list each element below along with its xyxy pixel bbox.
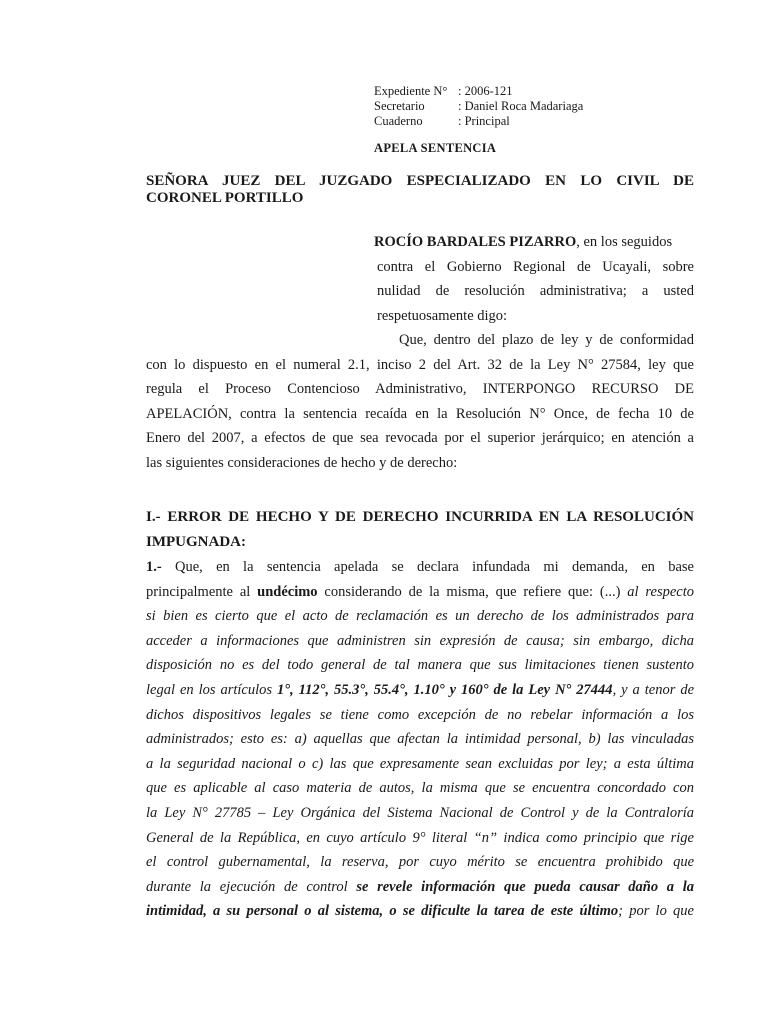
p1-line-11: la Ley N° 27785 – Ley Orgánica del Sistema Nacional de Control y de la Contraloría bbox=[146, 804, 694, 821]
p1-line-2c: considerando de la misma, que refiere que: (...) bbox=[317, 583, 628, 600]
section-paragraph-1 bbox=[146, 555, 694, 924]
p1-line-10: que es aplicable al caso materia de autos, la misma que se encuentra concordado con bbox=[146, 780, 694, 797]
p1-line-13: el control gubernamental, la reserva, por cuyo mérito se encuentra prohibido que bbox=[146, 854, 694, 871]
p1-line-9: a la seguridad nacional o c) las que expresamente sean excluidas por ley; a esta última bbox=[146, 755, 694, 772]
expediente-row bbox=[374, 84, 583, 99]
secretario-row bbox=[374, 99, 583, 114]
p1-line-3: si bien es cierto que el acto de reclamación es un derecho de los administrados para bbox=[146, 608, 694, 625]
party-block bbox=[374, 230, 694, 328]
cuaderno-row bbox=[374, 114, 583, 129]
intro-line-6: las siguientes consideraciones de hecho y de derecho: bbox=[146, 454, 458, 471]
cuaderno-label: Cuaderno bbox=[374, 114, 423, 128]
addressee-line-1: SEÑORA JUEZ DEL JUZGADO ESPECIALIZADO EN LO CIVIL DE bbox=[146, 173, 694, 189]
section-heading-line-1: I.- ERROR DE HECHO Y DE DERECHO INCURRIDA EN LA RESOLUCIÓN bbox=[146, 509, 694, 525]
intro-line-3: regula el Proceso Contencioso Administrativo, INTERPONGO RECURSO DE bbox=[146, 381, 694, 398]
party-line-4: respetuosamente digo: bbox=[377, 307, 508, 324]
section-heading-line-2: IMPUGNADA: bbox=[146, 533, 246, 550]
p1-line-2a: principalmente al bbox=[146, 583, 258, 600]
intro-line-4: APELACIÓN, contra la sentencia recaída en la Resolución N° Once, de fecha 10 de bbox=[146, 405, 694, 422]
p1-line-2 bbox=[146, 580, 694, 605]
intro-paragraph bbox=[146, 328, 694, 476]
p1-line-6 bbox=[146, 678, 694, 703]
p1-line-5: disposición no es del todo general de tal manera que sus limitaciones tienen sustento bbox=[146, 657, 694, 674]
expediente-label: Expediente N° bbox=[374, 84, 448, 98]
document-title: APELA SENTENCIA bbox=[374, 141, 497, 155]
secretario-value: : Daniel Roca Madariaga bbox=[458, 99, 584, 113]
section-heading bbox=[146, 505, 694, 554]
intro-line-5: Enero del 2007, a efectos de que sea revocada por el superior jerárquico; en atención a bbox=[146, 430, 694, 447]
p1-line-12: General de la República, en cuyo artículo 9° literal “n” indica como principio que rige bbox=[146, 829, 694, 846]
p1-line-14b: se revele información que pueda causar daño a la bbox=[356, 878, 694, 895]
p1-line-15a: intimidad, a su personal o al sistema, o se dificulte la tarea de este último bbox=[146, 903, 619, 920]
p1-line-2d: al respecto bbox=[627, 583, 694, 600]
p1-line-7: dichos dispositivos legales se tiene como excepción de no rebelar información a los bbox=[146, 706, 694, 723]
p1-line-15 bbox=[146, 899, 694, 924]
party-line-3: nulidad de resolución administrativa; a usted bbox=[377, 283, 694, 299]
party-line-1-rest: , en los seguidos bbox=[576, 234, 673, 250]
case-metadata bbox=[374, 84, 583, 129]
party-line-2: contra el Gobierno Regional de Ucayali, sobre bbox=[377, 258, 694, 275]
party-line-1 bbox=[374, 230, 694, 255]
p1-line-8: administrados; esto es: a) aquellas que afectan la intimidad personal, b) las vinculadas bbox=[146, 731, 694, 748]
p1-line-6a: legal en los artículos bbox=[146, 681, 277, 698]
p1-line-15b: ; por lo que bbox=[618, 903, 694, 920]
p1-line-4: acceder a informaciones que administren sin expresión de causa; sin embargo, dicha bbox=[146, 632, 694, 649]
intro-line-1: Que, dentro del plazo de ley y de conformidad bbox=[399, 332, 694, 348]
secretario-label: Secretario bbox=[374, 99, 425, 113]
addressee-line-2: CORONEL PORTILLO bbox=[146, 190, 304, 206]
intro-line-2: con lo dispuesto en el numeral 2.1, inciso 2 del Art. 32 de la Ley N° 27584, ley que bbox=[146, 356, 694, 373]
p1-line-14 bbox=[146, 875, 694, 900]
p1-line-1-text: Que, en la sentencia apelada se declara infundada mi demanda, en base bbox=[161, 559, 694, 575]
p1-line-1 bbox=[146, 555, 694, 580]
p1-line-6c: , y a tenor de bbox=[612, 681, 694, 698]
expediente-value: : 2006-121 bbox=[458, 84, 513, 98]
p1-line-2b: undécimo bbox=[257, 583, 318, 600]
party-name: ROCÍO BARDALES PIZARRO bbox=[374, 234, 577, 250]
addressee bbox=[146, 173, 694, 207]
p1-line-14a: durante la ejecución de control bbox=[146, 878, 357, 895]
p1-number: 1.- bbox=[146, 559, 162, 575]
p1-line-6b: 1°, 112°, 55.3°, 55.4°, 1.10° y 160° de la Ley N° 27444 bbox=[277, 681, 613, 698]
cuaderno-value: : Principal bbox=[458, 114, 510, 128]
